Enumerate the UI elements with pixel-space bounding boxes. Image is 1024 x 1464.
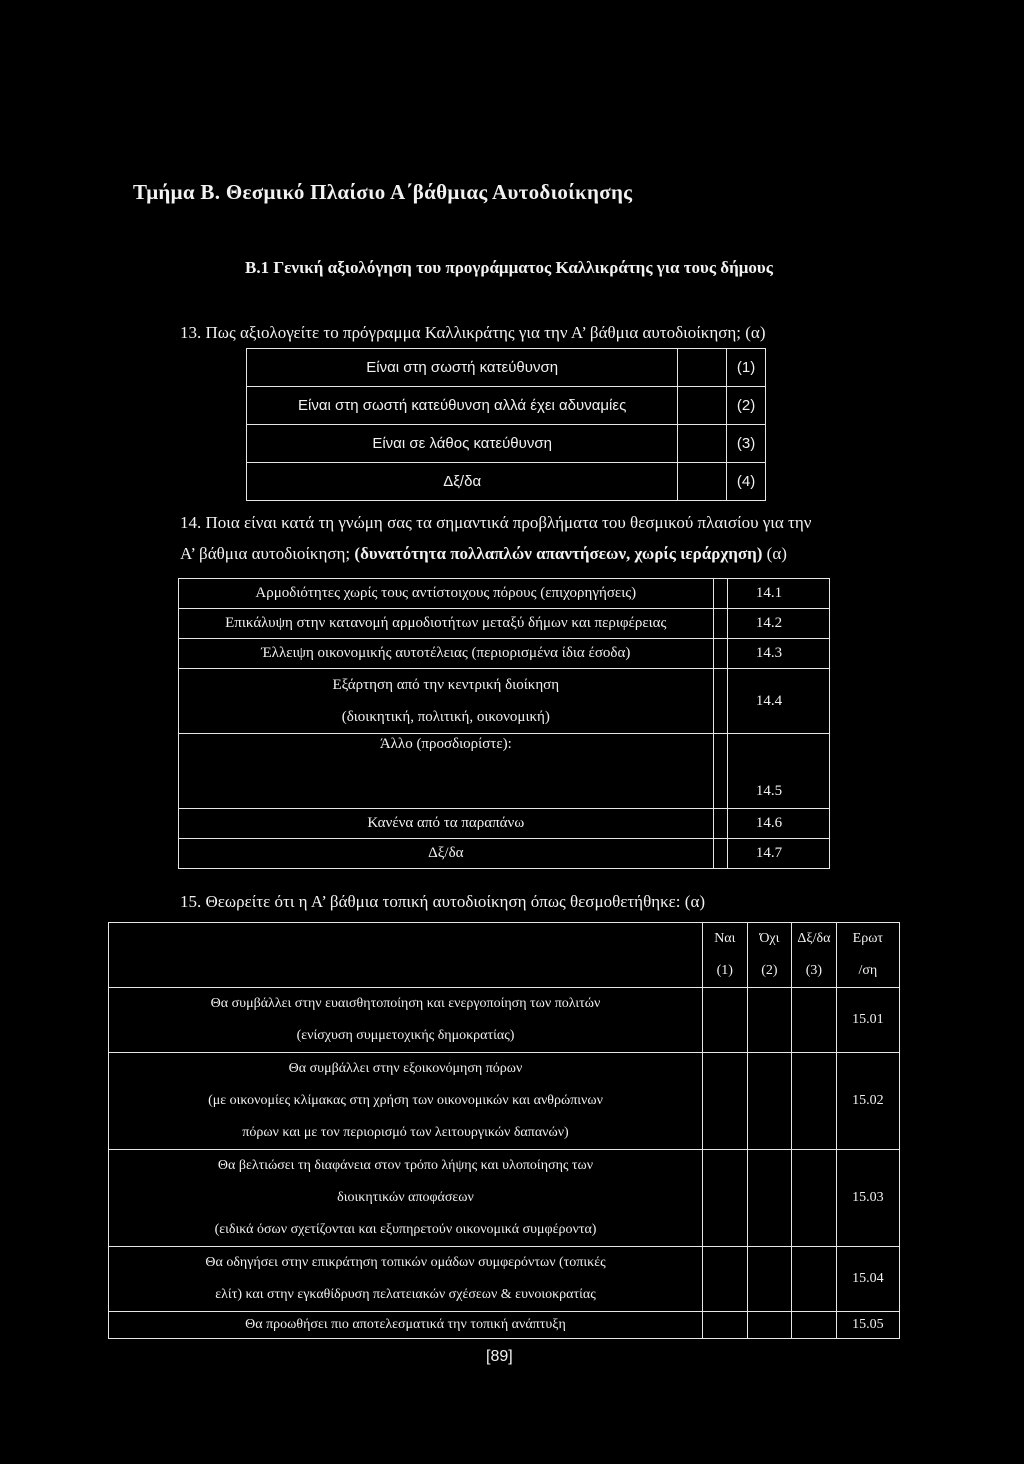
q15-statement-row: [109, 1053, 900, 1150]
q13-option-row: [247, 349, 766, 387]
q15-statement: [109, 1053, 703, 1150]
q15-question-code: 15.02: [836, 1053, 899, 1150]
q14-option-label: Κανένα από τα παραπάνω: [179, 809, 714, 839]
q15-header-question: [836, 923, 899, 988]
q14-answer-box[interactable]: [713, 839, 727, 869]
q15-statement-line: Θα βελτιώσει τη διαφάνεια στον τρόπο λήψης και υλοποίησης των: [217, 1158, 594, 1173]
q14-option-code: 14.3: [727, 639, 829, 669]
q15-header-line: (3): [805, 963, 823, 978]
q13-answer-box[interactable]: [678, 425, 727, 463]
q14-option-label: Δξ/δα: [179, 839, 714, 869]
q13-option-row: [247, 387, 766, 425]
q15-header-line: Ερωτ: [852, 931, 884, 946]
q14-option-label: Έλλειψη οικονομικής αυτοτέλειας (περιορισμένα ίδια έσοδα): [179, 639, 714, 669]
q13-option-label: Είναι στη σωστή κατεύθυνση: [247, 349, 678, 387]
q13-options-table: [246, 348, 766, 501]
q14-options-table: [178, 578, 830, 869]
q15-question-code: 15.04: [836, 1247, 899, 1312]
q15-statement-line: Θα συμβάλλει στην εξοικονόμηση πόρων: [288, 1061, 523, 1076]
q15-header-no: [747, 923, 792, 988]
q15-statement-line: (ειδικά όσων σχετίζονται και εξυπηρετούν οικονομικά συμφέροντα): [214, 1222, 597, 1237]
q14-option-code: 14.1: [727, 579, 829, 609]
q15-question-code: 15.05: [836, 1312, 899, 1339]
q15-statement-row: [109, 1247, 900, 1312]
q13-answer-box[interactable]: [678, 463, 727, 501]
q15-question-code: 15.01: [836, 988, 899, 1053]
q15-statement-line: (ενίσχυση συμμετοχικής δημοκρατίας): [296, 1028, 515, 1043]
q15-header-dk: [792, 923, 837, 988]
q15-question-code: 15.03: [836, 1150, 899, 1247]
q15-answer-dk[interactable]: [792, 1053, 837, 1150]
q15-header-line: Δξ/δα: [797, 931, 831, 946]
q15-statement-line: Θα προωθήσει πιο αποτελεσματικά την τοπική ανάπτυξη: [245, 1317, 566, 1332]
q14-option-label: [179, 669, 714, 734]
q15-statement: [109, 988, 703, 1053]
q13-option-code: (1): [727, 349, 766, 387]
question-14-suffix: (α): [766, 544, 787, 563]
q14-answer-box[interactable]: [713, 609, 727, 639]
subsection-title: Β.1 Γενική αξιολόγηση του προγράμματος Καλλικράτης για τους δήμους: [245, 258, 773, 277]
q15-answer-dk[interactable]: [792, 988, 837, 1053]
q14-option-label: Αρμοδιότητες χωρίς τους αντίστοιχους πόρους (επιχορηγήσεις): [179, 579, 714, 609]
q15-answer-dk[interactable]: [792, 1312, 837, 1339]
q14-option-label: Άλλο (προσδιορίστε):: [179, 734, 714, 809]
q14-option-code: 14.7: [727, 839, 829, 869]
q13-option-code: (2): [727, 387, 766, 425]
q14-answer-box[interactable]: [713, 639, 727, 669]
q15-statement-line: Θα συμβάλλει στην ευαισθητοποίηση και ενεργοποίηση των πολιτών: [210, 996, 601, 1011]
q13-option-row: [247, 463, 766, 501]
q14-answer-box[interactable]: [713, 809, 727, 839]
q15-statement: [109, 1312, 703, 1339]
q15-header-line: (2): [761, 963, 778, 978]
q15-answer-no[interactable]: [747, 988, 792, 1053]
q15-answer-yes[interactable]: [703, 988, 748, 1053]
q14-option-label: Επικάλυψη στην κατανομή αρμοδιοτήτων μεταξύ δήμων και περιφέρειας: [179, 609, 714, 639]
q15-statement-line: ελίτ) και στην εγκαθίδρυση πελατειακών σχέσεων & ευνοιοκρατίας: [215, 1287, 596, 1302]
q15-answer-no[interactable]: [747, 1053, 792, 1150]
q14-option-code: 14.6: [727, 809, 829, 839]
q15-statement: [109, 1150, 703, 1247]
q15-header-line: Όχι: [759, 931, 780, 946]
q15-answer-no[interactable]: [747, 1312, 792, 1339]
q15-header-blank: [109, 923, 703, 988]
q15-statement-row: [109, 1312, 900, 1339]
q14-option-row: [179, 609, 830, 639]
q15-statement-line: (με οικονομίες κλίμακας στη χρήση των οικονομικών και ανθρώπινων: [208, 1093, 603, 1108]
q14-option-label-line: Εξάρτηση από την κεντρική διοίκηση: [332, 677, 560, 693]
q13-answer-box[interactable]: [678, 349, 727, 387]
q13-answer-box[interactable]: [678, 387, 727, 425]
q15-answer-dk[interactable]: [792, 1247, 837, 1312]
q15-statement-row: [109, 988, 900, 1053]
q15-answer-no[interactable]: [747, 1247, 792, 1312]
q15-answer-yes[interactable]: [703, 1150, 748, 1247]
q15-statement-row: [109, 1150, 900, 1247]
page-number: [89]: [486, 1348, 513, 1365]
question-13: 13. Πως αξιολογείτε το πρόγραμμα Καλλικράτης για την Α’ βάθμια αυτοδιοίκηση; (α): [180, 323, 766, 342]
q14-option-row: [179, 669, 830, 734]
q13-option-label: Είναι σε λάθος κατεύθυνση: [247, 425, 678, 463]
question-14-prefix: Α’ βάθμια αυτοδιοίκηση;: [180, 544, 351, 563]
q15-statement: [109, 1247, 703, 1312]
q14-option-row: [179, 579, 830, 609]
q14-option-code: 14.4: [727, 669, 829, 734]
q15-statement-line: διοικητικών αποφάσεων: [337, 1190, 474, 1205]
q14-option-row: [179, 639, 830, 669]
q15-matrix-table: [108, 922, 900, 1339]
q13-option-row: [247, 425, 766, 463]
q15-answer-yes[interactable]: [703, 1312, 748, 1339]
q15-header-line: (1): [716, 963, 733, 978]
q14-option-row: [179, 734, 830, 809]
question-14-line-1: 14. Ποια είναι κατά τη γνώμη σας τα σημαντικά προβλήματα του θεσμικού πλαισίου για την: [180, 513, 812, 532]
q15-header-line: Ναι: [714, 931, 736, 946]
q14-option-code: 14.2: [727, 609, 829, 639]
q13-option-label: Είναι στη σωστή κατεύθυνση αλλά έχει αδυναμίες: [247, 387, 678, 425]
section-title: Τμήμα Β. Θεσμικό Πλαίσιο Α΄βάθμιας Αυτοδιοίκησης: [133, 180, 633, 204]
q15-statement-line: πόρων και με τον περιορισμό των λειτουργικών δαπανών): [242, 1125, 569, 1140]
question-14-line-2: [180, 544, 787, 564]
q15-answer-yes[interactable]: [703, 1053, 748, 1150]
q13-option-label: Δξ/δα: [247, 463, 678, 501]
q15-answer-dk[interactable]: [792, 1150, 837, 1247]
q15-answer-yes[interactable]: [703, 1247, 748, 1312]
question-15: 15. Θεωρείτε ότι η Α’ βάθμια τοπική αυτοδιοίκηση όπως θεσμοθετήθηκε: (α): [180, 892, 706, 911]
question-14-instruction: (δυνατότητα πολλαπλών απαντήσεων, χωρίς ιεράρχηση): [354, 544, 763, 563]
q14-option-row: [179, 809, 830, 839]
q15-header-row: [109, 923, 900, 988]
q14-answer-box[interactable]: [713, 734, 727, 809]
q14-option-row: [179, 839, 830, 869]
q14-option-code: 14.5: [727, 734, 829, 809]
q15-statement-line: Θα οδηγήσει στην επικράτηση τοπικών ομάδων συμφερόντων (τοπικές: [205, 1255, 606, 1270]
q15-header-line: /ση: [858, 963, 878, 978]
q14-answer-box[interactable]: [713, 579, 727, 609]
q14-option-label-line: (διοικητική, πολιτική, οικονομική): [341, 709, 550, 725]
q13-option-code: (4): [727, 463, 766, 501]
q14-answer-box[interactable]: [713, 669, 727, 734]
q15-header-yes: [703, 923, 748, 988]
q13-option-code: (3): [727, 425, 766, 463]
q15-answer-no[interactable]: [747, 1150, 792, 1247]
